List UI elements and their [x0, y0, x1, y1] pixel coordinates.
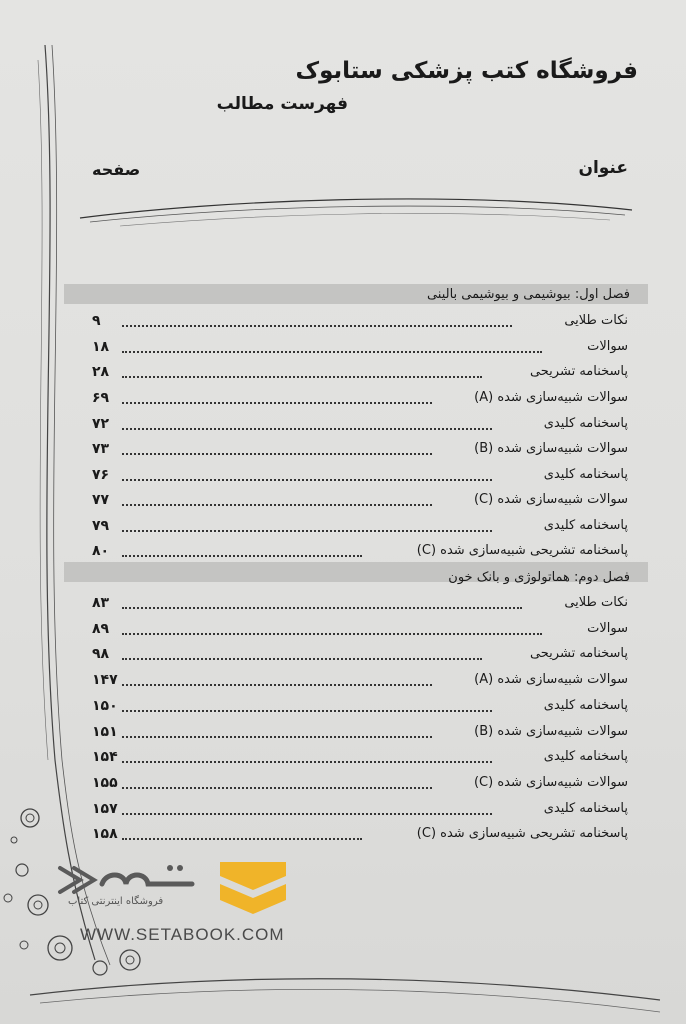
- entry-label: سوالات شبیه‌سازی شده (B): [474, 441, 628, 456]
- section-title: فصل اول: بیوشیمی و بیوشیمی بالینی: [426, 287, 630, 302]
- toc-entry[interactable]: [92, 749, 628, 769]
- leader-dots: [122, 710, 492, 712]
- toc-entry[interactable]: [92, 595, 628, 615]
- leader-dots: [122, 428, 492, 430]
- entry-page-number: ۱۵۴: [92, 749, 118, 765]
- entry-page-number: ۱۵۸: [92, 826, 118, 842]
- leader-dots: [122, 453, 432, 455]
- leader-dots: [122, 736, 432, 738]
- leader-dots: [122, 761, 492, 763]
- toc-entry[interactable]: [92, 467, 628, 487]
- leader-dots: [122, 351, 542, 353]
- entry-label: پاسخنامه کلیدی: [543, 467, 628, 482]
- toc-entry[interactable]: [92, 441, 628, 461]
- entry-page-number: ۷۳: [92, 441, 110, 457]
- toc-entry[interactable]: [92, 390, 628, 410]
- toc-entry[interactable]: [92, 801, 628, 821]
- entry-label: پاسخنامه کلیدی: [543, 749, 628, 764]
- leader-dots: [122, 838, 362, 840]
- toc-entry[interactable]: [92, 416, 628, 436]
- entry-page-number: ۲۸: [92, 364, 110, 380]
- toc-entry[interactable]: [92, 698, 628, 718]
- toc-entry[interactable]: [92, 543, 628, 563]
- entry-page-number: ۸۰: [92, 543, 110, 559]
- setabook-chevron-logo: [218, 856, 288, 916]
- leader-dots: [122, 479, 492, 481]
- toc-entry[interactable]: [92, 518, 628, 538]
- toc-entry[interactable]: [92, 826, 628, 846]
- entry-label: سوالات: [587, 339, 628, 354]
- leader-dots: [122, 658, 482, 660]
- entry-label: نکات طلایی: [564, 595, 628, 610]
- leader-dots: [122, 633, 542, 635]
- toc-entry[interactable]: [92, 339, 628, 359]
- entry-page-number: ۹: [92, 313, 101, 329]
- leader-dots: [122, 530, 492, 532]
- entry-page-number: ۱۵۰: [92, 698, 118, 714]
- toc-entry[interactable]: [92, 672, 628, 692]
- toc-entry[interactable]: [92, 724, 628, 744]
- entry-page-number: ۱۵۵: [92, 775, 118, 791]
- entry-label: پاسخنامه کلیدی: [543, 698, 628, 713]
- entry-label: سوالات شبیه‌سازی شده (A): [474, 390, 628, 405]
- leader-dots: [122, 787, 432, 789]
- entry-label: پاسخنامه کلیدی: [543, 801, 628, 816]
- section-title: فصل دوم: هماتولوژی و بانک خون: [448, 570, 630, 585]
- column-page-header: صفحه: [92, 160, 141, 179]
- toc-title: فهرست مطالب: [216, 94, 348, 114]
- entry-page-number: ۷۷: [92, 492, 110, 508]
- entry-page-number: ۷۲: [92, 416, 110, 432]
- store-title: فروشگاه کتب پزشکی ستابوک: [295, 58, 638, 84]
- entry-page-number: ۹۸: [92, 646, 110, 662]
- leader-dots: [122, 555, 362, 557]
- column-title-header: عنوان: [578, 158, 628, 178]
- store-url[interactable]: WWW.SETABOOK.COM: [80, 925, 285, 944]
- leader-dots: [122, 684, 432, 686]
- entry-page-number: ۱۵۱: [92, 724, 118, 740]
- toc-entry[interactable]: [92, 313, 628, 333]
- entry-label: سوالات: [587, 621, 628, 636]
- toc-entry[interactable]: [92, 646, 628, 666]
- leader-dots: [122, 402, 432, 404]
- entry-label: نکات طلایی: [564, 313, 628, 328]
- entry-page-number: ۸۳: [92, 595, 110, 611]
- leader-dots: [122, 607, 522, 609]
- entry-label: پاسخنامه تشریحی: [529, 364, 628, 379]
- entry-label: پاسخنامه تشریحی شبیه‌سازی شده (C): [416, 826, 628, 841]
- entry-label: سوالات شبیه‌سازی شده (B): [474, 724, 628, 739]
- entry-page-number: ۷۹: [92, 518, 110, 534]
- store-tagline: فروشگاه اینترنتی کتاب: [68, 896, 164, 907]
- toc-entry[interactable]: [92, 775, 628, 795]
- entry-label: سوالات شبیه‌سازی شده (C): [473, 775, 628, 790]
- entry-page-number: ۱۴۷: [92, 672, 118, 688]
- entry-page-number: ۸۹: [92, 621, 110, 637]
- entry-page-number: ۶۹: [92, 390, 110, 406]
- leader-dots: [122, 376, 482, 378]
- entry-label: سوالات شبیه‌سازی شده (A): [474, 672, 628, 687]
- entry-label: پاسخنامه تشریحی شبیه‌سازی شده (C): [416, 543, 628, 558]
- entry-label: پاسخنامه کلیدی: [543, 416, 628, 431]
- entry-label: سوالات شبیه‌سازی شده (C): [473, 492, 628, 507]
- entry-page-number: ۷۶: [92, 467, 110, 483]
- toc-entry[interactable]: [92, 492, 628, 512]
- entry-label: پاسخنامه کلیدی: [543, 518, 628, 533]
- entry-page-number: ۱۸: [92, 339, 110, 355]
- leader-dots: [122, 813, 492, 815]
- toc-entry[interactable]: [92, 364, 628, 384]
- entry-label: پاسخنامه تشریحی: [529, 646, 628, 661]
- leader-dots: [122, 325, 512, 327]
- leader-dots: [122, 504, 432, 506]
- entry-page-number: ۱۵۷: [92, 801, 118, 817]
- toc-entry[interactable]: [92, 621, 628, 641]
